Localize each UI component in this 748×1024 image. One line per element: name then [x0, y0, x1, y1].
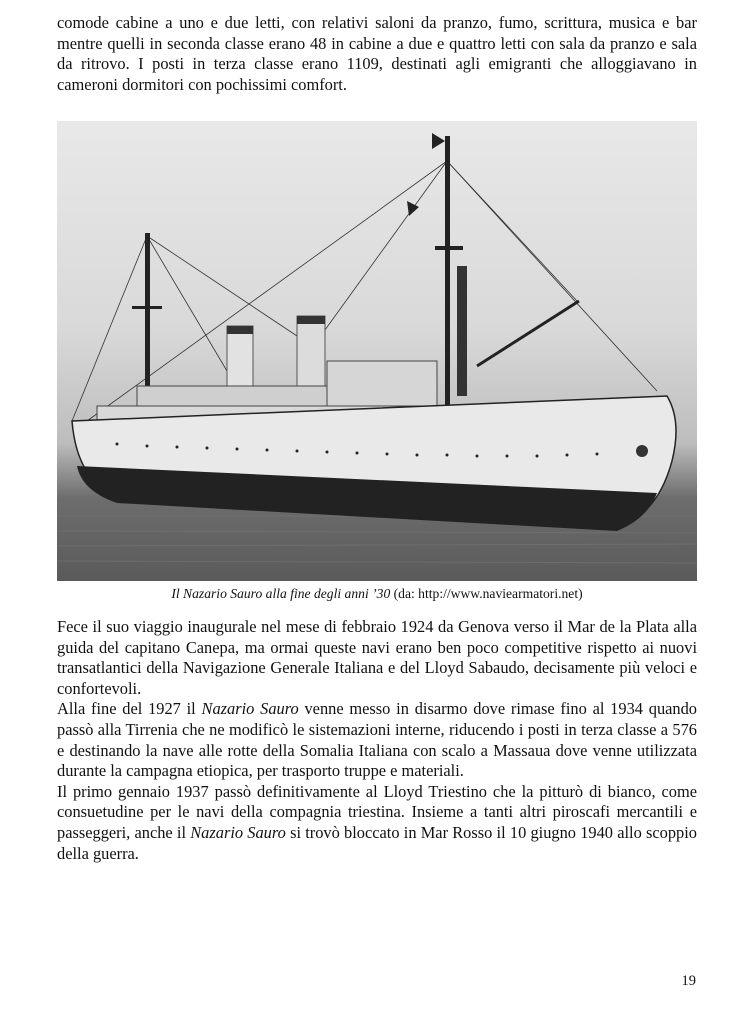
- page-number: 19: [681, 973, 696, 989]
- body-paragraph-2-end: venne messo in disarmo dove rimase fino al 1934 quando passò alla Tirrenia che ne modificò le sistemazioni interne, riducendo i posti in terza classe a 576 e destinando la nave alle rotte della Somalia Italiana con scalo a Massaua dove venne utilizzata durante la campagna etiopica, per trasporto truppe e materiali.: [57, 699, 697, 781]
- ship-name: Nazario Sauro: [190, 822, 286, 842]
- body-paragraph-3-start: Il primo gennaio 1937 passò definitivamente al Lloyd Triestino che la pitturò di bianco, come consuetudine per le navi della compagnia triestina. Insieme a tanti altri piroscafi mercantili e passeggeri, anche il: [57, 781, 697, 842]
- ship-name: Nazario Sauro: [201, 699, 299, 719]
- ship-illustration: [57, 121, 697, 581]
- caption-source: (da: http://www.naviearmatori.net): [390, 586, 583, 601]
- caption-title: Il Nazario Sauro alla fine degli anni ’30: [171, 586, 391, 601]
- paragraph-top: comode cabine a uno e due letti, con relativi saloni da pranzo, fumo, scrittura, musica e bar mentre quelli in seconda classe erano 48 in cabine a due e quattro letti con sala da pranzo e sala da ritrovo. I posti in terza classe erano 1109, destinati agli emigranti che alloggiavano in cameroni dormitori con pochissimi comfort.: [57, 13, 697, 94]
- body-paragraph-2-start: Alla fine del 1927 il: [57, 699, 202, 719]
- ship-photo: [57, 121, 697, 581]
- body-paragraph-3-end: si trovò bloccato in Mar Rosso il 10 giugno 1940 allo scoppio della guerra.: [57, 822, 697, 863]
- body-paragraph-1: Fece il suo viaggio inaugurale nel mese di febbraio 1924 da Genova verso il Mar de la Plata alla guida del capitano Canepa, ma ormai queste navi erano ben poco competitive rispetto ai nuovi transatlantici della Navigazione Generale Italiana e del Lloyd Sabaudo, decisamente più veloci e confortevoli.: [57, 617, 697, 698]
- body-text: [57, 617, 697, 864]
- photo-caption: [57, 586, 697, 602]
